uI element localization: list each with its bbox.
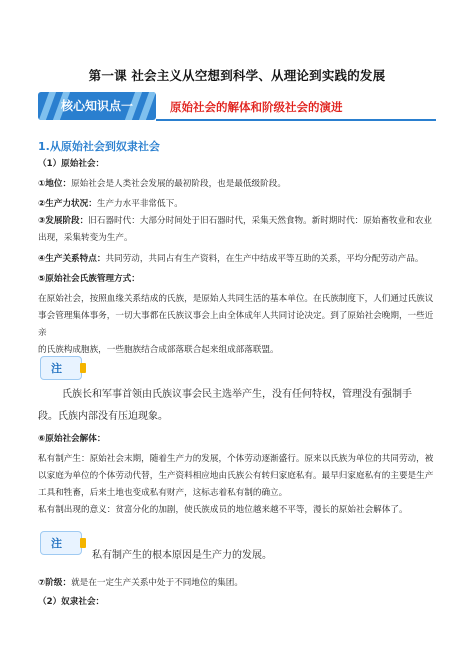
section-heading: 1.从原始社会到奴隶社会 — [38, 140, 160, 153]
note-tab — [80, 538, 86, 548]
point-productivity: ②生产力状况：生产力水平非常低下。 — [38, 199, 183, 209]
note-badge — [40, 531, 82, 555]
badge-label: 核心知识点一 — [60, 99, 133, 113]
note1-text: 氏族长和军事首领由氏族议事会民主选举产生，没有任何特权，管理没有强制手 段。氏族内部没有压迫现象。 — [38, 389, 412, 422]
note-label: 注 — [51, 362, 62, 375]
badge-underline — [156, 119, 436, 121]
point-stages: ③发展阶段：旧石器时代：大部分时间处于旧石器时代，采集天然食物。新时期时代：原始畜牧业和农业 出现，采集转变为生产。 — [38, 216, 433, 243]
point-label: ⑤原始社会氏族管理方式： — [38, 274, 140, 284]
point-label: ⑦阶级： — [38, 578, 72, 588]
point-label: ①地位： — [38, 179, 72, 189]
point-relations: ④生产关系特点：共同劳动，共同占有生产资料，在生产中结成平等互助的关系，平均分配劳动产品。 — [38, 254, 424, 264]
note-badge — [40, 356, 82, 380]
subheading-primitive-society: （1）原始社会： — [38, 159, 105, 169]
point-class: ⑦阶级：就是在一定生产关系中处于不同地位的集团。 — [38, 578, 243, 588]
point-label: ②生产力状况： — [38, 199, 97, 209]
note2-text: 私有制产生的根本原因是生产力的发展。 — [92, 550, 272, 561]
lesson-title: 第一课 社会主义从空想到科学、从理论到实践的发展 — [88, 68, 386, 83]
point-label: ③发展阶段： — [38, 216, 89, 226]
dissolution-body: 私有制产生：原始社会末期，随着生产力的发展，个体劳动逐渐盛行。原来以氏族为单位的共同劳动，被 以家庭为单位的个体劳动代替，生产资料相应地由氏族公有转归家庭私有。最早归家庭私有的主要是生产 工具和牲畜，后来土地也变成私有财产，这标志着私有制的确立。 私有制出现的意义：贫富分化的加剧，使氏族成员的地位越来越不平等，漫长的原始社会解体了。 — [38, 454, 434, 515]
management-body: 在原始社会，按照血缘关系结成的氏族，是原始人共同生活的基本单位。在氏族制度下，人们通过氏族议 事会管理集体事务，一切大事都在氏族议事会上由全体成年人共同讨论决定。到了原始社会晚期，一些近亲 的氏族构成胞族，一些胞族结合成部落联合起来组成部落联盟。 — [38, 294, 434, 355]
point-label: ④生产关系特点： — [38, 254, 106, 264]
note-label: 注 — [51, 537, 62, 550]
subheading-slave-society: （2）奴隶社会： — [38, 597, 105, 607]
note-tab — [80, 363, 86, 373]
topic-heading: 原始社会的解体和阶级社会的演进 — [170, 100, 343, 114]
point-label: ⑥原始社会解体： — [38, 434, 106, 444]
point-management — [38, 271, 438, 288]
point-status: ①地位：原始社会是人类社会发展的最初阶段，也是最低级阶段。 — [38, 179, 286, 189]
point-dissolution — [38, 431, 438, 448]
core-point-badge — [38, 92, 156, 120]
